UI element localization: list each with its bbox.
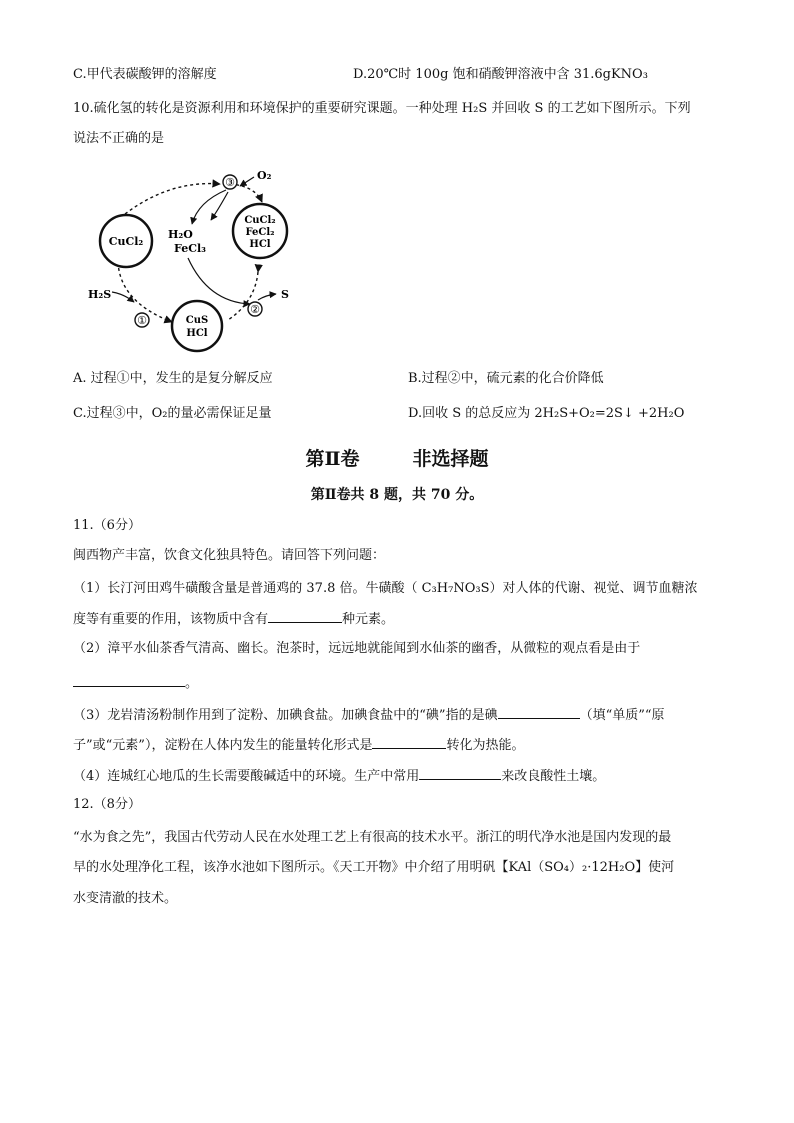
section-title: 第Ⅱ卷 非选择题 xyxy=(305,448,489,470)
q11-part2-line1: （2）漳平水仙茶香气清高、幽长。泡茶时，远远地就能闻到水仙茶的幽香，从微粒的观点看是由于 xyxy=(73,641,641,656)
q11-part3-text-a: （3）龙岩清汤粉制作用到了淀粉、加碘食盐。加碘食盐中的“碘”指的是碘 xyxy=(73,708,498,723)
q10-option-d: D.回收 S 的总反应为 2H₂S+O₂=2S↓ +2H₂O xyxy=(408,406,685,421)
circle-cus-hcl xyxy=(172,301,222,351)
q11-part3-text-b: （填“单质”“原 xyxy=(579,708,665,723)
fecl3-to-s-arrow xyxy=(188,258,250,304)
step2-label: ② xyxy=(250,303,260,316)
q11-part2-line2 xyxy=(73,672,198,693)
q11-answer-blank-4[interactable] xyxy=(372,734,446,749)
o2-label: O₂ xyxy=(257,169,272,182)
q11-part1-text-a: 度等有重要的作用，该物质中含有 xyxy=(73,612,269,627)
q12-line-1: “水为食之先”，我国古代劳动人民在水处理工艺上有很高的技术水平。浙江的明代净水池是国内发现的最 xyxy=(73,830,672,845)
q9-option-c: C.甲代表碳酸钾的溶解度 xyxy=(73,67,217,82)
q10-stem-line-2: 说法不正确的是 xyxy=(73,131,165,146)
right-circle-line-2: FeCl₂ xyxy=(245,227,275,238)
bottom-circle-line-2: HCl xyxy=(186,328,208,339)
fecl3-label: FeCl₃ xyxy=(174,242,206,255)
section-subtitle: 第Ⅱ卷共 8 题，共 70 分。 xyxy=(310,487,484,503)
q10-stem-line-1: 10.硫化氢的转化是资源利用和环境保护的重要研究课题。一种处理 H₂S 并回收 S 的工艺如下图所示。下列 xyxy=(73,101,691,116)
o2-arrow xyxy=(240,177,254,186)
q11-part1-line1: （1）长汀河田鸡牛磺酸含量是普通鸡的 37.8 倍。牛磺酸（ C₃H₇NO₃S）对人体的代谢、视觉、调节血糖浓 xyxy=(73,581,698,596)
q11-answer-blank-3[interactable] xyxy=(498,704,580,719)
q11-part1-text-b: 种元素。 xyxy=(342,612,395,627)
q9-option-d: D.20℃时 100g 饱和硝酸钾溶液中含 31.6gKNO₃ xyxy=(353,67,648,82)
h2o-label: H₂O xyxy=(168,228,193,241)
step3-output-arrow xyxy=(192,190,226,224)
q11-answer-blank-2[interactable] xyxy=(73,672,185,687)
step1-label: ① xyxy=(137,314,147,327)
q11-answer-blank-1[interactable] xyxy=(268,608,342,623)
h2s-arrow xyxy=(112,292,134,302)
q11-part4 xyxy=(73,765,605,786)
cycle-arc-top-left xyxy=(125,184,220,214)
h2s-process-diagram xyxy=(80,162,310,362)
q10-option-b: B.过程②中，硫元素的化合价降低 xyxy=(408,371,604,386)
q10-option-c: C.过程③中，O₂的量必需保证足量 xyxy=(73,406,272,421)
s-arrow xyxy=(258,294,276,300)
step3-label: ③ xyxy=(225,176,235,189)
q11-part3-text-c: 子”或“元素”），淀粉在人体内发生的能量转化形式是 xyxy=(73,738,373,753)
q11-part3-line2 xyxy=(73,734,524,755)
q10-option-a: A. 过程①中，发生的是复分解反应 xyxy=(73,371,273,386)
q11-answer-blank-5[interactable] xyxy=(419,765,501,780)
right-circle-line-1: CuCl₂ xyxy=(244,215,276,226)
q12-line-2: 早的水处理净化工程，该净水池如下图所示。《天工开物》中介绍了用明矾【KAl（SO₄）₂·12H₂O】使河 xyxy=(73,860,675,875)
h2s-label: H₂S xyxy=(88,288,112,301)
q12-line-3: 水变清澈的技术。 xyxy=(73,891,178,906)
bottom-circle-line-1: CuS xyxy=(185,315,209,326)
q11-part2-end: 。 xyxy=(185,676,199,691)
s-label: S xyxy=(281,288,289,301)
q11-part1-line2 xyxy=(73,608,394,629)
q11-part3-line1 xyxy=(73,704,665,725)
q11-part3-text-d: 转化为热能。 xyxy=(446,738,525,753)
q11-intro: 闽西物产丰富，饮食文化独具特色。请回答下列问题： xyxy=(73,548,386,563)
q12-heading: 12.（8分） xyxy=(73,797,141,812)
cucl2-left-label: CuCl₂ xyxy=(108,235,144,248)
q11-part4-text-a: （4）连城红心地瓜的生长需要酸碱适中的环境。生产中常用 xyxy=(73,769,420,784)
right-circle-line-3: HCl xyxy=(249,239,271,250)
q11-part4-text-b: 来改良酸性土壤。 xyxy=(501,769,606,784)
q11-heading: 11.（6分） xyxy=(73,518,141,533)
